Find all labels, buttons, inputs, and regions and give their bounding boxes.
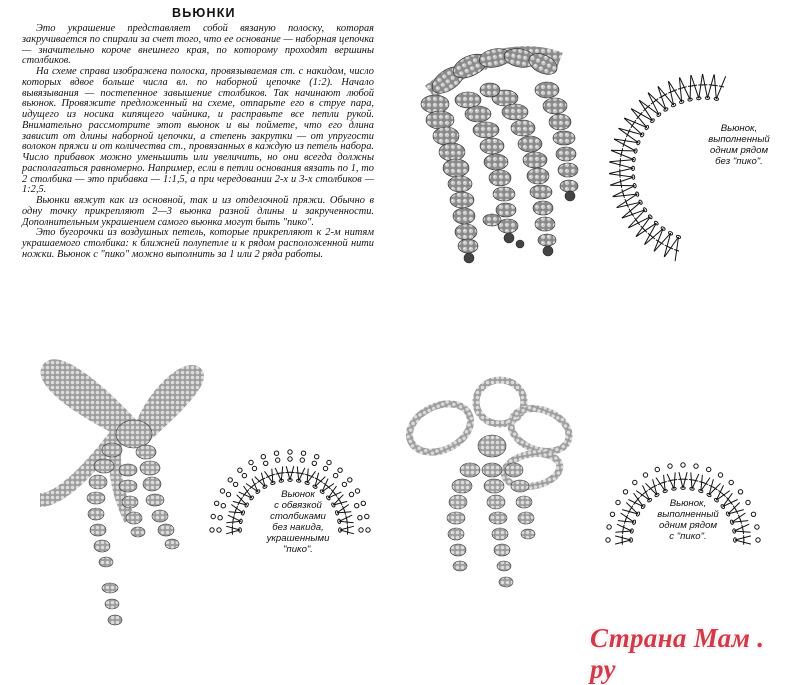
picot-loop [756,538,760,542]
picot-loop [616,500,620,504]
stitch-mark [297,466,298,480]
picot-loop [751,512,755,516]
picot-loop [694,464,698,468]
looped-flower-photo [402,380,575,587]
stitch-mark [679,472,683,488]
stitch-mark [716,76,725,99]
stitch-tick [719,86,724,87]
stitch-mark [226,530,240,534]
picot-loop [707,467,711,471]
stitch-mark [645,223,657,244]
stitch-mark [691,75,699,98]
stitch-tick [662,482,667,483]
caption-line: одним рядом [638,520,738,531]
picot-loop [252,466,256,470]
caption-line: одним рядом [684,145,794,156]
paragraph: На схеме справа изображена полоска, провязываемая ст. с накидом, число которых вдвое больше числа вл. по наборной цепочке (1:2). Начало вывязывания — постепенное завышение столбиков. Так начинают любой вьюнок. Провяжите предложенный на схеме, отпарьте его в струе пара, идущего из носика кипящего чайника, и расправьте все петли рукой. Внимательно рассмотрите этот вьюнок и вы поймете, что его длина зависит от длины наборной цепочки, а степень закрутки — от упругости волокон пряжи и от количества ст., провязанных в каждую из петель набора. Число прибавок можно уменьшить или увеличить, но они всегда должны располагаться равномерно. Например, если в петли основания вязать по 1, то 2 столбика — это прибавка — 1:1,5, а при чередовании 2-х и 3-х столбиков — 1:2,5. [22,67,374,196]
stitch-mark [226,526,240,530]
caption-bottom-middle [248,489,348,555]
stitch-mark [691,472,692,488]
picot-loop [607,525,611,529]
stitch-mark [615,536,631,540]
stitch-tick [692,85,697,86]
picot-loop [301,451,305,455]
picot-loop [358,516,362,520]
stitch-mark [609,162,633,168]
stitch-tick [295,473,300,474]
stitch-tick [233,520,234,525]
picot-loop [220,489,224,493]
stitch-tick [233,516,234,521]
picot-loop [755,525,759,529]
stitch-mark [226,521,240,522]
caption-line: украшенными [248,533,348,544]
stitch-mark [683,472,687,488]
stitch-tick [639,112,642,116]
caption-line: столбиками [248,511,348,522]
stitch-tick [234,510,235,515]
stitch-tick [682,87,687,88]
picot-loop [288,450,292,454]
caption-line: Вьюнок, [684,123,794,134]
caption-line: с обвязкой [248,500,348,511]
picot-loop [610,512,614,516]
stitch-mark [281,466,282,480]
stitch-mark [636,223,656,237]
picot-loop [264,461,268,465]
stitch-mark [639,100,652,121]
stitch-mark [286,466,290,480]
caption-line: Вьюнок, [638,498,738,509]
stitch-mark [631,109,652,121]
stitch-tick [623,525,624,530]
stitch-tick [623,529,624,534]
stitch-tick [305,474,310,475]
stitch-tick [300,473,305,474]
picot-loop [355,489,359,493]
caption-bottom-right [638,498,738,542]
picot-loop [249,460,253,464]
caption-line: с "пико". [638,531,738,542]
picot-loop [655,467,659,471]
article-text [22,24,374,261]
picot-loop [365,514,369,518]
stitch-tick [689,480,694,481]
stitch-mark [609,160,634,162]
stitch-tick [276,473,281,474]
picot-loop [643,473,647,477]
caption-line: без накида, [248,522,348,533]
stitch-mark [611,150,634,159]
picot-loop [288,457,292,461]
stitch-tick [620,179,621,184]
stitch-mark [615,531,631,532]
picot-loop [746,500,750,504]
stitch-tick [280,473,285,474]
picot-loop [215,501,219,505]
stitch-tick [693,480,698,481]
caption-line: "пико". [248,544,348,555]
stitch-tick [699,482,704,483]
picot-loop [668,464,672,468]
stitch-tick [713,85,718,86]
picot-loop [359,528,363,532]
picot-loop [355,504,359,508]
picot-loop [238,468,242,472]
picot-loop [361,501,365,505]
picot-loop [348,478,352,482]
spiral-curls-photo [421,46,578,263]
paragraph: Это бугорочки из воздушных петель, которые прикрепляют к 2-м нитям украшаемого столбика: к ближней полупетле и к рядом расположенной нити ножки. Вьюнок с "пико" можно выполнить за 1 или 2 ряда работы. [22,228,374,260]
stitch-tick [743,529,744,534]
stitch-tick [672,480,677,481]
caption-line: выполненный [638,509,738,520]
caption-line: без "пико". [684,156,794,167]
picot-loop [718,473,722,477]
picot-loop [261,455,265,459]
picot-loop [276,458,280,462]
stitch-mark [610,177,633,185]
picot-loop [338,468,342,472]
picot-loop [210,528,214,532]
crochet-diagram-arc [609,74,726,261]
bow-with-curls-photo [40,365,198,625]
picot-loop [366,528,370,532]
paragraph: Вьюнки вяжут как из основной, так и из отделочной пряжи. Обычно в одну точку прикрепляют 2—3 вьюнка разной длины и закрученности. Дополнительным украшением самого вьюнка могут быть "пико". [22,196,374,228]
stitch-mark [703,74,708,98]
stitch-mark [699,74,703,98]
picot-loop [218,516,222,520]
picot-loop [228,478,232,482]
picot-loop [233,482,237,486]
picot-loop [312,461,316,465]
stitch-tick [622,148,623,153]
picot-loop [342,482,346,486]
picot-loop [211,514,215,518]
picot-loop [729,480,733,484]
picot-loop [623,490,627,494]
stitch-mark [290,466,294,480]
stitch-tick [668,480,673,481]
stitch-tick [622,189,623,194]
watermark-logo: Страна Мам . ру [590,623,794,685]
picot-loop [300,458,304,462]
stitch-mark [609,174,633,177]
stitch-tick [740,519,741,524]
picot-loop [333,473,337,477]
stitch-mark [648,93,659,115]
picot-loop [738,490,742,494]
caption-line: Вьюнок [248,489,348,500]
page-title: ВЬЮНКИ [172,6,236,20]
picot-loop [274,451,278,455]
stitch-tick [625,519,626,524]
picot-loop [323,466,327,470]
stitch-mark [690,75,691,100]
stitch-mark [611,150,636,151]
picot-loop [633,480,637,484]
picot-loop [349,492,353,496]
stitch-mark [628,217,650,228]
stitch-mark [615,540,631,544]
stitch-mark [674,472,675,488]
picot-loop [242,473,246,477]
picot-loop [315,455,319,459]
caption-top-right [684,123,794,167]
picot-loop [606,538,610,542]
stitch-tick [742,525,743,530]
stitch-mark [609,168,633,173]
stitch-tick [270,474,275,475]
stitch-mark [708,74,715,98]
paragraph: Это украшение представляет собой вязаную полоску, которая закручивается по спирали за счет того, что ее основание — наборная цепочка — значительно короче внешнего края, по которому проходят вершины столбиков. [22,24,374,67]
caption-line: выполненный [684,134,794,145]
stitch-mark [714,75,716,99]
picot-loop [221,504,225,508]
picot-loop [327,460,331,464]
picot-loop [217,528,221,532]
picot-loop [226,492,230,496]
stitch-tick [663,94,667,96]
picot-loop [681,463,685,467]
